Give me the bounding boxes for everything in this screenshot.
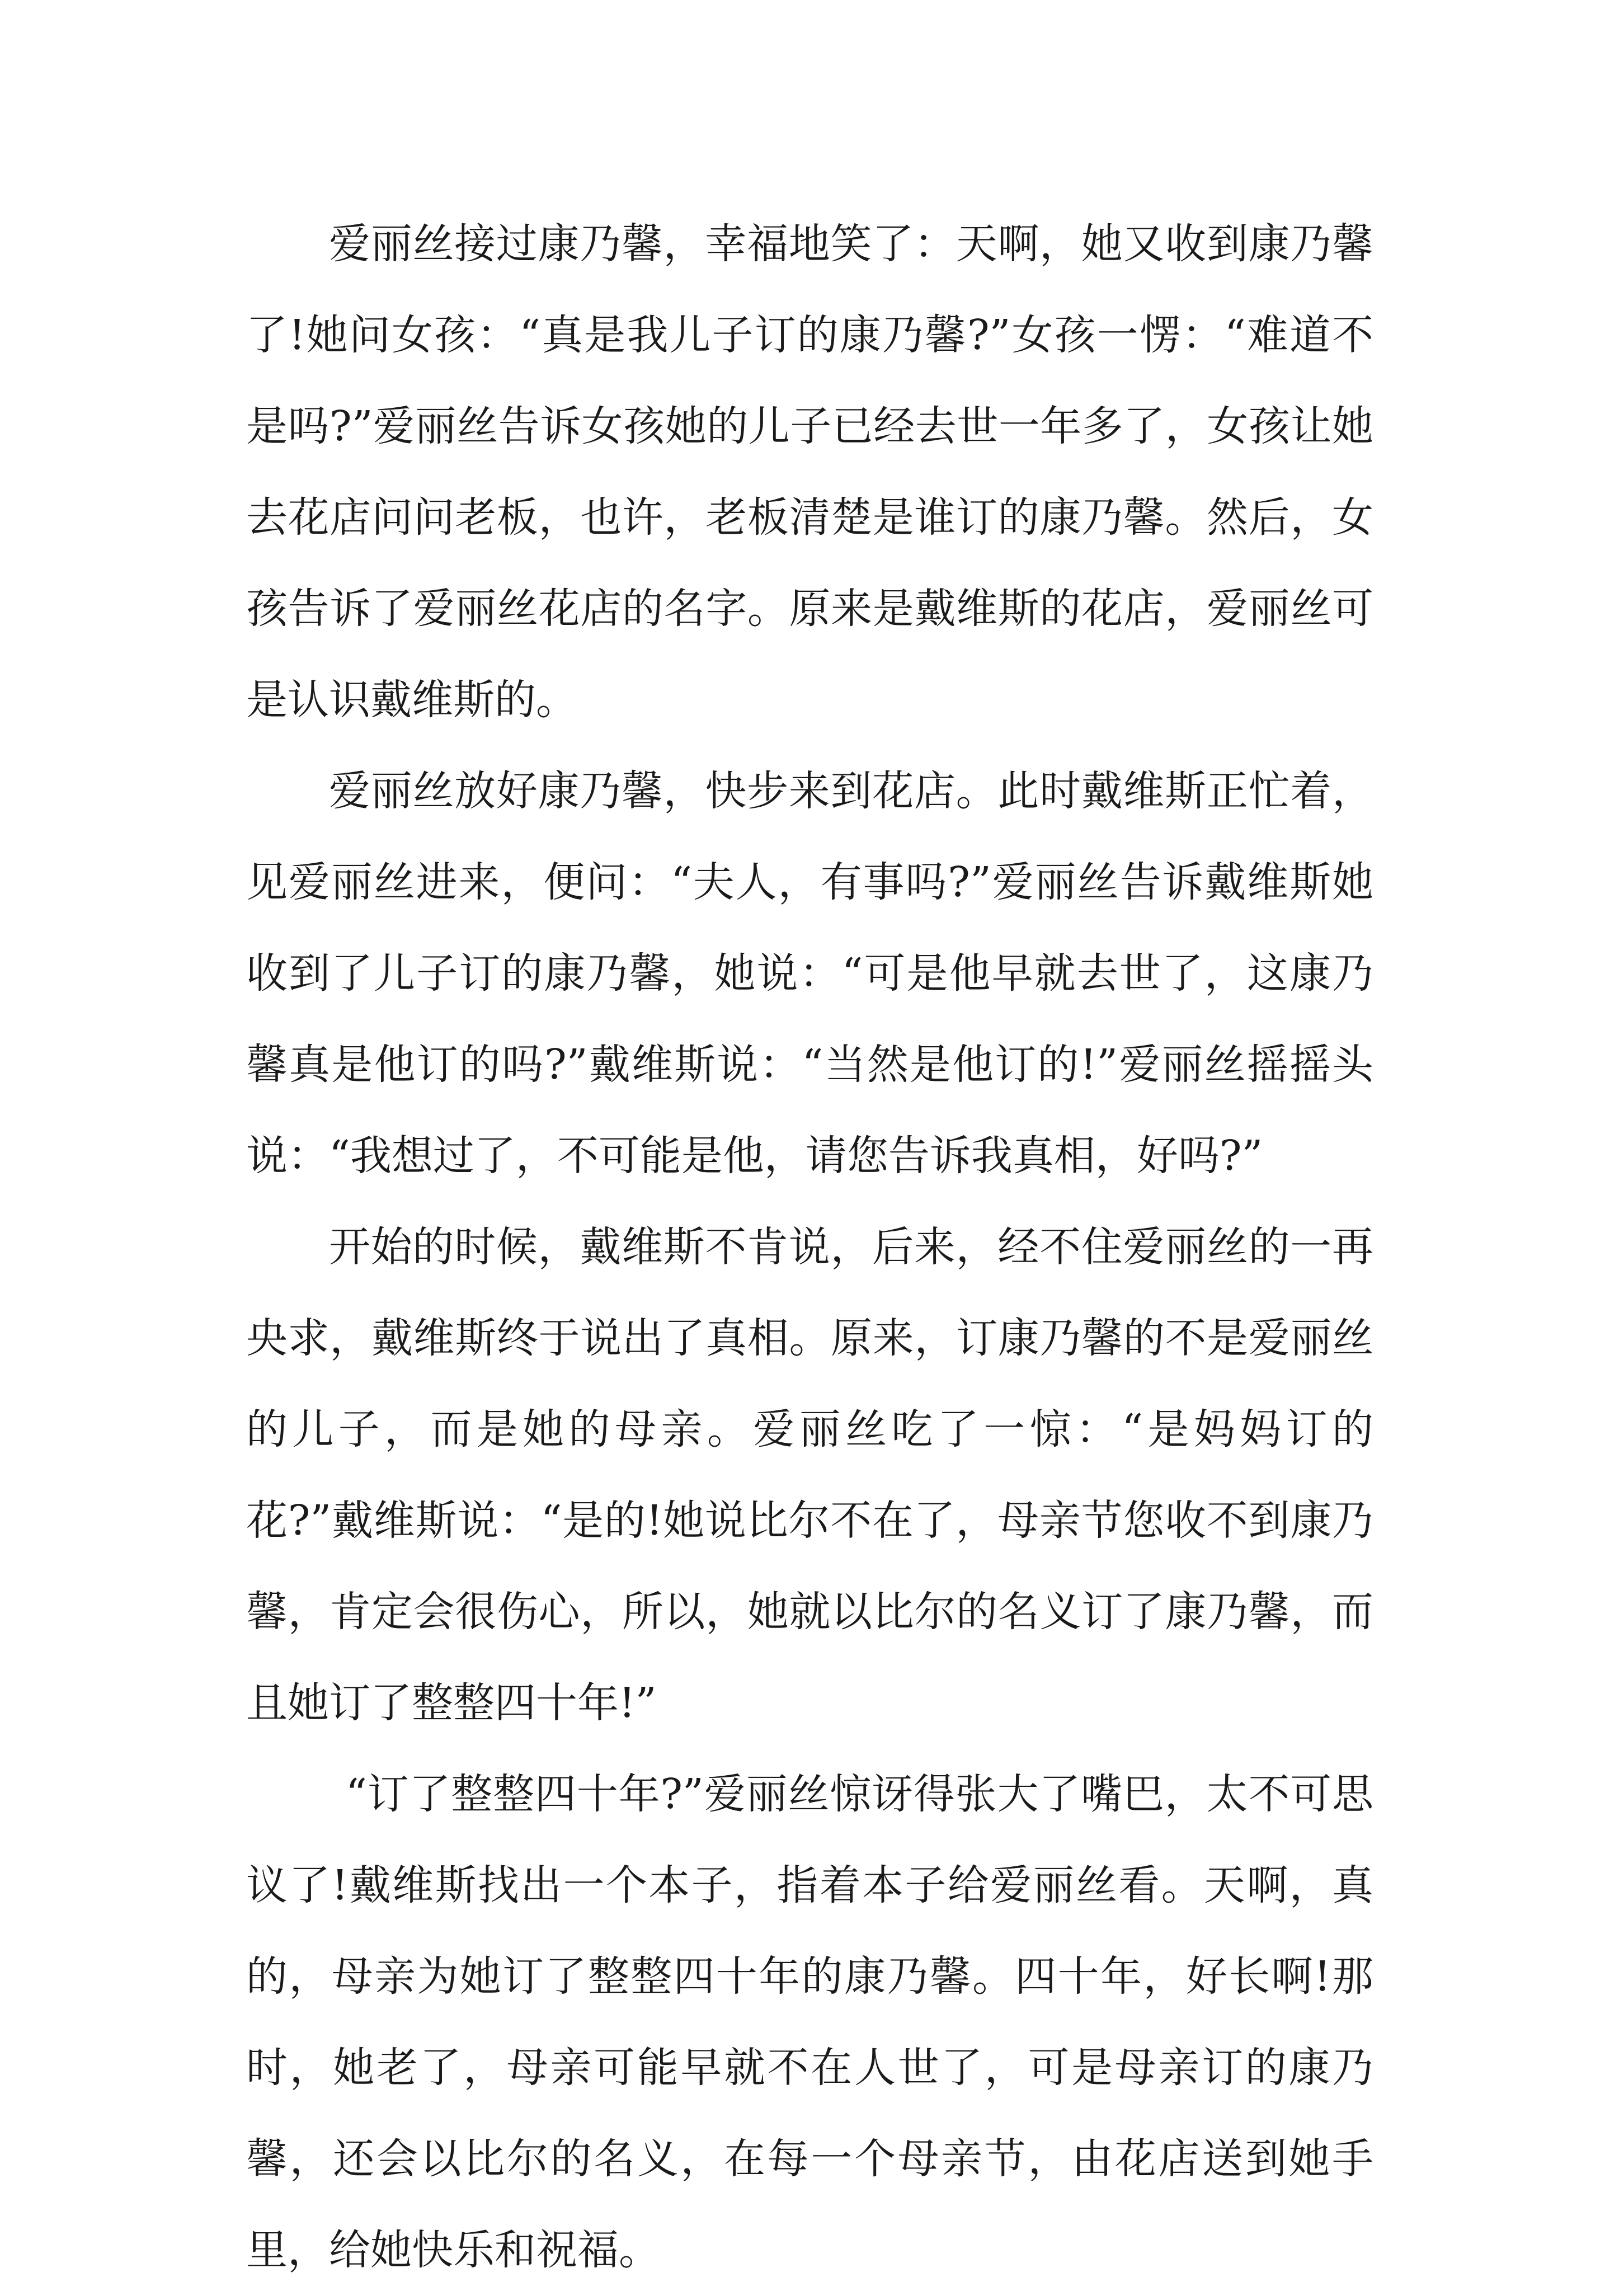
paragraph-2: 爱丽丝放好康乃馨，快步来到花店。此时戴维斯正忙着，见爱丽丝进来，便问：“夫人，有事吗?”爱丽丝告诉戴维斯她收到了儿子订的康乃馨，她说：“可是他早就去世了，这康乃馨真是他订的吗?”戴维斯说：“当然是他订的!”爱丽丝摇摇头说：“我想过了，不可能是他，请您告诉我真相，好吗?” <box>246 767 1373 1180</box>
paragraph-3: 开始的时候，戴维斯不肯说，后来，经不住爱丽丝的一再央求，戴维斯终于说出了真相。原来，订康乃馨的不是爱丽丝的儿子，而是她的母亲。爱丽丝吃了一惊：“是妈妈订的花?”戴维斯说：“是的!她说比尔不在了，母亲节您收不到康乃馨，肯定会很伤心，所以，她就以比尔的名义订了康乃馨，而且她订了整整四十年!” <box>246 1223 1373 1727</box>
document-body <box>246 199 1373 2296</box>
paragraph-4: “订了整整四十年?”爱丽丝惊讶得张大了嘴巴，太不可思议了!戴维斯找出一个本子，指着本子给爱丽丝看。天啊，真的，母亲为她订了整整四十年的康乃馨。四十年，好长啊!那时，她老了，母亲可能早就不在人世了，可是母亲订的康乃馨，还会以比尔的名义，在每一个母亲节，由花店送到她手里，给她快乐和祝福。 <box>246 1770 1373 2274</box>
paragraph-1: 爱丽丝接过康乃馨，幸福地笑了：天啊，她又收到康乃馨了!她问女孩：“真是我儿子订的康乃馨?”女孩一愣：“难道不是吗?”爱丽丝告诉女孩她的儿子已经去世一年多了，女孩让她去花店问问老板，也许，老板清楚是谁订的康乃馨。然后，女孩告诉了爱丽丝花店的名字。原来是戴维斯的花店，爱丽丝可是认识戴维斯的。 <box>246 220 1373 724</box>
